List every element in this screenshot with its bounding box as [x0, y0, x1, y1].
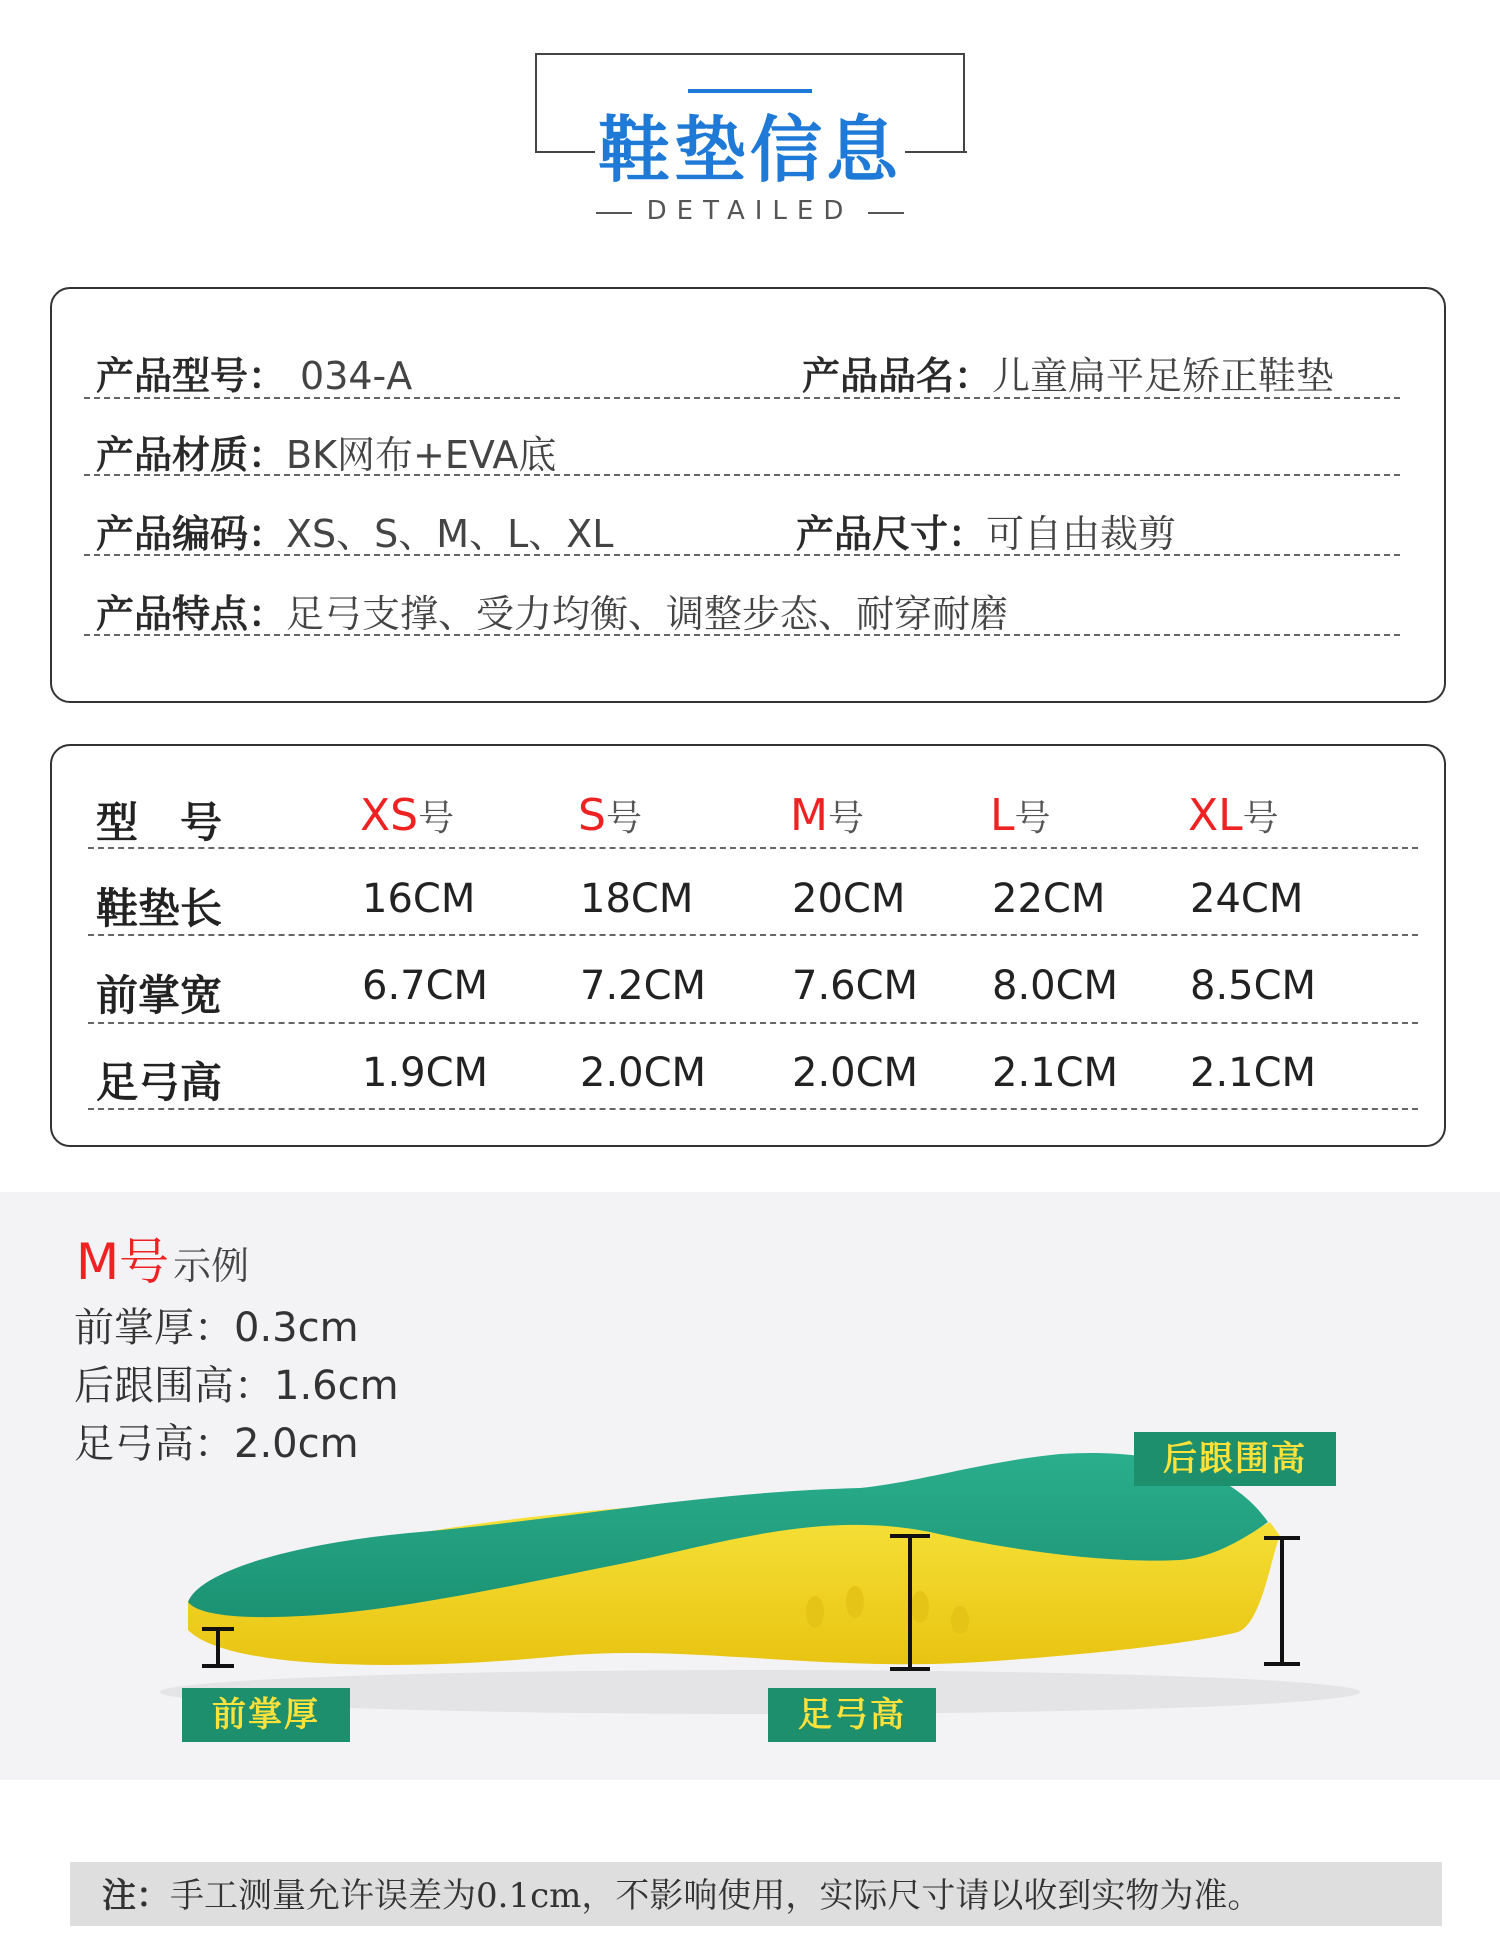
- name-label: 产品品名：: [802, 354, 993, 398]
- size-row: [796, 503, 1176, 558]
- size-value: 可自由裁剪: [986, 512, 1177, 556]
- divider-dashed: [84, 474, 1400, 476]
- model-value: 034-A: [300, 354, 413, 398]
- divider-dashed: [84, 634, 1400, 636]
- example-arch-height: 足弓高：2.0cm: [74, 1421, 359, 1467]
- divider-dashed: [88, 847, 1418, 849]
- arch-dimple: [951, 1606, 969, 1634]
- example-suffix: 示例: [173, 1244, 250, 1288]
- divider-dashed: [88, 1108, 1418, 1110]
- note-text: 手工测量允许误差为0.1cm，不影响使用，实际尺寸请以收到实物为准。: [170, 1876, 1262, 1916]
- size-code: XL: [1188, 790, 1243, 841]
- size-code: S: [578, 790, 606, 841]
- table-cell: 22CM: [992, 876, 1106, 922]
- table-cell: 7.2CM: [580, 963, 707, 1009]
- size-head-s: [578, 790, 642, 841]
- size-code: M: [790, 790, 828, 841]
- material-label: 产品材质：: [96, 433, 287, 477]
- table-cell: 18CM: [580, 876, 694, 922]
- tag-heel-height: 后跟围高: [1134, 1432, 1336, 1486]
- size-head-xs: [360, 790, 454, 841]
- divider-dashed: [84, 397, 1400, 399]
- table-cell: 2.0CM: [580, 1050, 707, 1096]
- name-row: [802, 345, 1334, 400]
- table-cell: 2.0CM: [792, 1050, 919, 1096]
- feature-row: [96, 583, 1008, 638]
- tag-arch-height: 足弓高: [768, 1688, 936, 1742]
- code-row: [96, 503, 613, 558]
- table-cell: 6.7CM: [362, 963, 489, 1009]
- tag-forefoot-thickness: 前掌厚: [182, 1688, 350, 1742]
- size-label: 产品尺寸：: [796, 512, 987, 556]
- table-cell: 8.0CM: [992, 963, 1119, 1009]
- code-label: 产品编码：: [96, 512, 287, 556]
- divider-dashed: [88, 1022, 1418, 1024]
- size-suffix: 号: [827, 798, 864, 839]
- table-cell: 16CM: [362, 876, 476, 922]
- example-size: M号: [76, 1233, 170, 1291]
- arch-dimple: [846, 1586, 864, 1618]
- name-value: 儿童扁平足矫正鞋垫: [992, 354, 1335, 398]
- note-label: 注：: [102, 1876, 170, 1916]
- table-cell: 8.5CM: [1190, 963, 1317, 1009]
- table-cell: 7.6CM: [792, 963, 919, 1009]
- table-cell: 1.9CM: [362, 1050, 489, 1096]
- size-suffix: 号: [1242, 798, 1279, 839]
- table-cell: 2.1CM: [992, 1050, 1119, 1096]
- size-head-xl: [1188, 790, 1279, 841]
- material-value: BK网布+EVA底: [286, 433, 557, 477]
- example-forefoot-thickness: 前掌厚：0.3cm: [74, 1305, 359, 1351]
- subtitle-dash-right: [868, 212, 904, 214]
- header-frame-bottom-left: [535, 151, 595, 153]
- size-head-l: [990, 790, 1051, 841]
- feature-label: 产品特点：: [96, 592, 287, 636]
- table-cell: 20CM: [792, 876, 906, 922]
- header-accent-line: [688, 89, 812, 93]
- model-label: 产品型号：: [96, 354, 287, 398]
- material-row: [96, 424, 556, 479]
- feature-value: 足弓支撑、受力均衡、调整步态、耐穿耐磨: [286, 592, 1009, 636]
- arch-dimple: [806, 1596, 824, 1628]
- model-row: [96, 345, 412, 400]
- size-header-label: 型 号: [96, 798, 223, 847]
- table-cell: 24CM: [1190, 876, 1304, 922]
- divider-dashed: [84, 554, 1400, 556]
- header-frame-bottom-right: [905, 151, 967, 153]
- size-code: L: [990, 790, 1015, 841]
- row-label-arch-height: 足弓高: [96, 1058, 223, 1107]
- row-label-length: 鞋垫长: [96, 884, 223, 933]
- page-title: 鞋垫信息: [597, 108, 902, 192]
- size-suffix: 号: [605, 798, 642, 839]
- size-code: XS: [360, 790, 419, 841]
- row-label-forefoot-width: 前掌宽: [96, 971, 223, 1020]
- example-heel-height: 后跟围高：1.6cm: [74, 1363, 399, 1409]
- size-head-m: [790, 790, 864, 841]
- code-value: XS、S、M、L、XL: [286, 512, 614, 556]
- note: [102, 1868, 1261, 1917]
- divider-dashed: [88, 934, 1418, 936]
- page-subtitle: DETAILED: [646, 196, 854, 226]
- arch-dimple: [911, 1591, 929, 1623]
- size-suffix: 号: [418, 798, 455, 839]
- table-cell: 2.1CM: [1190, 1050, 1317, 1096]
- size-suffix: 号: [1014, 798, 1051, 839]
